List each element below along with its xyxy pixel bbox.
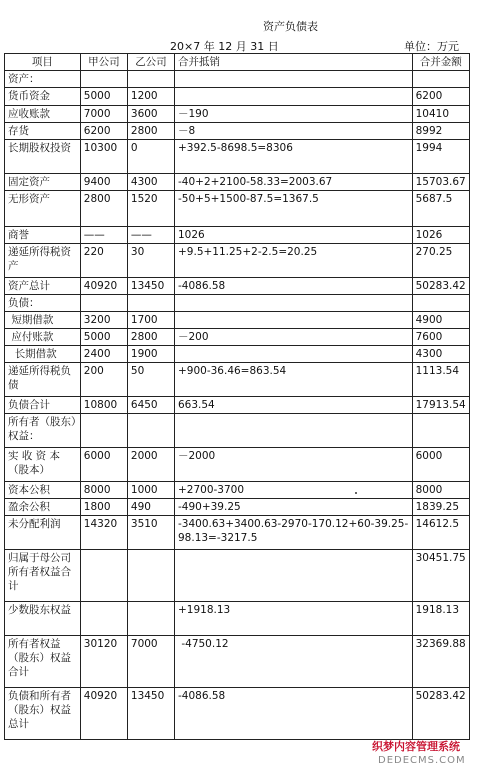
balance-sheet-table	[4, 53, 470, 740]
table-row	[5, 602, 470, 636]
watermark-logo	[372, 738, 478, 770]
row-company-a: 3200	[80, 312, 127, 329]
row-company-a: 40920	[80, 688, 127, 740]
row-item: 长期借款	[5, 346, 81, 363]
row-item: 实 收 资 本（股本）	[5, 448, 81, 482]
row-item: 少数股东权益	[5, 602, 81, 636]
table-row	[5, 550, 470, 602]
row-consolidated: 270.25	[412, 244, 469, 278]
row-company-a: 2800	[80, 191, 127, 227]
table-row	[5, 191, 470, 227]
table-header-row	[5, 54, 470, 71]
row-company-a: 10300	[80, 140, 127, 174]
column-header-consolidated: 合并金额	[412, 54, 469, 71]
row-item: 商誉	[5, 227, 81, 244]
row-company-b	[127, 602, 174, 636]
row-item: 存货	[5, 123, 81, 140]
row-company-b: 1000	[127, 482, 174, 499]
table-row	[5, 448, 470, 482]
row-elimination: +900-36.46=863.54	[175, 363, 413, 397]
row-company-a: 30120	[80, 636, 127, 688]
row-consolidated: 8000	[412, 482, 469, 499]
row-item: 货币资金	[5, 88, 81, 106]
row-company-b	[127, 295, 174, 312]
row-elimination: -4086.58	[175, 688, 413, 740]
row-consolidated: 6000	[412, 448, 469, 482]
row-elimination: －2000	[175, 448, 413, 482]
table-row	[5, 278, 470, 295]
row-consolidated: 32369.88	[412, 636, 469, 688]
row-company-a: 8000	[80, 482, 127, 499]
row-elimination: -4086.58	[175, 278, 413, 295]
row-company-b	[127, 71, 174, 88]
row-item: 盈余公积	[5, 499, 81, 516]
row-company-a: 2400	[80, 346, 127, 363]
row-item: 无形资产	[5, 191, 81, 227]
row-consolidated: 1839.25	[412, 499, 469, 516]
report-date: 20×7 年 12 月 31 日	[170, 40, 279, 53]
row-elimination	[175, 312, 413, 329]
row-consolidated: 4300	[412, 346, 469, 363]
row-company-b: 3600	[127, 106, 174, 123]
row-company-a: 6200	[80, 123, 127, 140]
row-consolidated: 7600	[412, 329, 469, 346]
table-row	[5, 140, 470, 174]
row-company-b: 2800	[127, 329, 174, 346]
row-consolidated: 1026	[412, 227, 469, 244]
row-company-b: 3510	[127, 516, 174, 550]
watermark-text: 织梦内容管理系统	[372, 740, 460, 753]
row-elimination: +9.5+11.25+2-2.5=20.25	[175, 244, 413, 278]
stray-dot	[355, 492, 357, 494]
row-elimination: +1918.13	[175, 602, 413, 636]
row-elimination: -3400.63+3400.63-2970-170.12+60-39.25-98.13=-3217.5	[175, 516, 413, 550]
row-company-a: 200	[80, 363, 127, 397]
row-consolidated	[412, 295, 469, 312]
row-elimination	[175, 71, 413, 88]
row-company-a	[80, 550, 127, 602]
row-consolidated: 15703.67	[412, 174, 469, 191]
table-row	[5, 346, 470, 363]
row-consolidated: 1113.54	[412, 363, 469, 397]
report-unit: 单位：万元	[404, 40, 459, 53]
table-row	[5, 329, 470, 346]
row-company-a	[80, 295, 127, 312]
row-elimination: －200	[175, 329, 413, 346]
table-body	[5, 71, 470, 740]
row-company-b: 13450	[127, 278, 174, 295]
row-item: 短期借款	[5, 312, 81, 329]
row-company-b: 0	[127, 140, 174, 174]
table-row	[5, 636, 470, 688]
row-company-a: 5000	[80, 329, 127, 346]
table-row	[5, 499, 470, 516]
row-company-a: 5000	[80, 88, 127, 106]
table-row	[5, 71, 470, 88]
table-row	[5, 244, 470, 278]
row-company-b: 1200	[127, 88, 174, 106]
table-row	[5, 482, 470, 499]
row-elimination	[175, 346, 413, 363]
row-elimination: -40+2+2100-58.33=2003.67	[175, 174, 413, 191]
row-company-a: 10800	[80, 397, 127, 414]
row-company-a: 1800	[80, 499, 127, 516]
row-elimination	[175, 88, 413, 106]
row-company-a: ——	[80, 227, 127, 244]
row-elimination: -490+39.25	[175, 499, 413, 516]
row-company-b: ——	[127, 227, 174, 244]
row-company-b: 13450	[127, 688, 174, 740]
row-elimination	[175, 414, 413, 448]
table-row	[5, 516, 470, 550]
row-item: 未分配利润	[5, 516, 81, 550]
row-company-a: 14320	[80, 516, 127, 550]
row-item: 应收账款	[5, 106, 81, 123]
table-row	[5, 174, 470, 191]
row-item: 负债和所有者（股东）权益总计	[5, 688, 81, 740]
table-row	[5, 363, 470, 397]
row-company-a	[80, 602, 127, 636]
row-company-b: 2800	[127, 123, 174, 140]
table-row	[5, 88, 470, 106]
row-company-a: 7000	[80, 106, 127, 123]
row-company-a: 220	[80, 244, 127, 278]
row-consolidated	[412, 71, 469, 88]
row-company-b	[127, 414, 174, 448]
report-title: 资产负债表	[263, 20, 318, 33]
table-row	[5, 227, 470, 244]
row-elimination: －8	[175, 123, 413, 140]
row-item: 所有者（股东）权益：	[5, 414, 81, 448]
row-company-a: 40920	[80, 278, 127, 295]
row-elimination: －190	[175, 106, 413, 123]
row-item: 资产：	[5, 71, 81, 88]
row-company-b: 7000	[127, 636, 174, 688]
row-consolidated	[412, 414, 469, 448]
table-row	[5, 312, 470, 329]
row-company-b: 1700	[127, 312, 174, 329]
row-elimination: -50+5+1500-87.5=1367.5	[175, 191, 413, 227]
row-item: 固定资产	[5, 174, 81, 191]
row-elimination: +392.5-8698.5=8306	[175, 140, 413, 174]
row-consolidated: 5687.5	[412, 191, 469, 227]
row-item: 长期股权投资	[5, 140, 81, 174]
row-elimination	[175, 295, 413, 312]
table-row	[5, 397, 470, 414]
table-row	[5, 123, 470, 140]
table-row	[5, 688, 470, 740]
row-consolidated: 6200	[412, 88, 469, 106]
row-company-a: 9400	[80, 174, 127, 191]
row-item: 归属于母公司所有者权益合计	[5, 550, 81, 602]
row-elimination: -4750.12	[175, 636, 413, 688]
column-header-item: 项目	[5, 54, 81, 71]
row-consolidated: 1918.13	[412, 602, 469, 636]
row-elimination: 663.54	[175, 397, 413, 414]
row-company-b: 4300	[127, 174, 174, 191]
row-item: 所有者权益（股东）权益合计	[5, 636, 81, 688]
row-item: 资本公积	[5, 482, 81, 499]
row-consolidated: 50283.42	[412, 688, 469, 740]
row-company-b: 490	[127, 499, 174, 516]
row-company-b: 1900	[127, 346, 174, 363]
row-consolidated: 1994	[412, 140, 469, 174]
row-company-b: 1520	[127, 191, 174, 227]
row-item: 递延所得税负债	[5, 363, 81, 397]
watermark-domain: DEDECMS.COM	[378, 755, 466, 766]
row-company-b: 6450	[127, 397, 174, 414]
row-company-a: 6000	[80, 448, 127, 482]
row-item: 资产总计	[5, 278, 81, 295]
row-item: 应付账款	[5, 329, 81, 346]
row-company-b	[127, 550, 174, 602]
row-consolidated: 50283.42	[412, 278, 469, 295]
row-item: 负债合计	[5, 397, 81, 414]
row-item: 递延所得税资产	[5, 244, 81, 278]
row-company-b: 30	[127, 244, 174, 278]
table-row	[5, 106, 470, 123]
column-header-company-b: 乙公司	[127, 54, 174, 71]
row-consolidated: 30451.75	[412, 550, 469, 602]
row-elimination	[175, 550, 413, 602]
row-consolidated: 14612.5	[412, 516, 469, 550]
row-consolidated: 8992	[412, 123, 469, 140]
row-elimination: +2700-3700	[175, 482, 413, 499]
row-company-b: 50	[127, 363, 174, 397]
row-company-a	[80, 414, 127, 448]
row-item: 负债：	[5, 295, 81, 312]
row-consolidated: 17913.54	[412, 397, 469, 414]
column-header-elimination: 合并抵销	[175, 54, 413, 71]
row-company-a	[80, 71, 127, 88]
row-elimination: 1026	[175, 227, 413, 244]
row-consolidated: 10410	[412, 106, 469, 123]
table-row	[5, 295, 470, 312]
row-company-b: 2000	[127, 448, 174, 482]
column-header-company-a: 甲公司	[80, 54, 127, 71]
table-row	[5, 414, 470, 448]
row-consolidated: 4900	[412, 312, 469, 329]
